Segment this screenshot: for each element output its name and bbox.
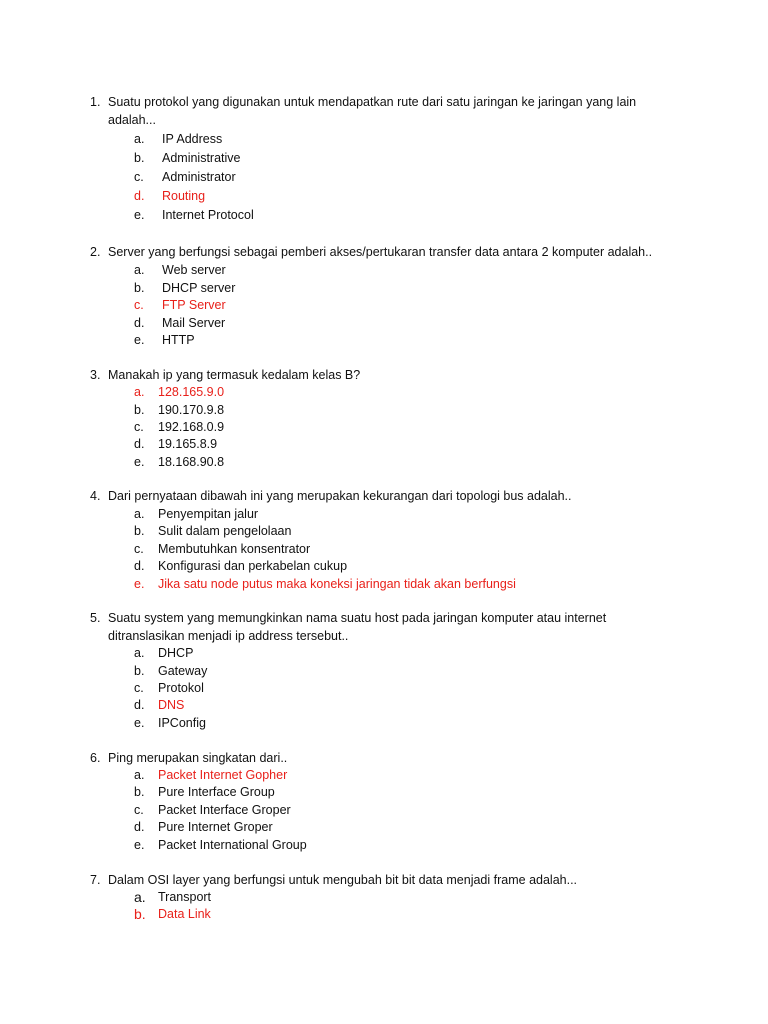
- option-text: IP Address: [162, 132, 223, 146]
- question-text-line: Ping merupakan singkatan dari..: [108, 751, 288, 765]
- option-letter: d.: [134, 316, 145, 330]
- question-number: 4.: [90, 489, 101, 503]
- option-letter: b.: [134, 524, 145, 538]
- option-text: Transport: [158, 890, 212, 904]
- option-text: Internet Protocol: [162, 208, 254, 222]
- option-letter: e.: [134, 333, 145, 347]
- option-text: Mail Server: [162, 316, 226, 330]
- option-text: Administrative: [162, 151, 241, 165]
- option-text: Pure Internet Groper: [158, 820, 273, 834]
- option-letter: c.: [134, 420, 144, 434]
- question-number: 3.: [90, 368, 101, 382]
- question-text-line: Server yang berfungsi sebagai pemberi akses/pertukaran transfer data antara 2 komputer adalah..: [108, 245, 653, 259]
- option-letter: b.: [134, 151, 145, 165]
- option-letter: a.: [134, 385, 145, 399]
- option-letter: d.: [134, 698, 145, 712]
- option-text: Routing: [162, 189, 206, 203]
- option-text: Data Link: [158, 907, 211, 921]
- option-text: Membutuhkan konsentrator: [158, 542, 311, 556]
- question-text-line: ditranslasikan menjadi ip address tersebut..: [108, 629, 349, 643]
- option-letter: e.: [134, 838, 145, 852]
- option-letter: a.: [134, 646, 145, 660]
- question-number: 1.: [90, 95, 101, 109]
- question-text-line: Manakah ip yang termasuk kedalam kelas B?: [108, 368, 361, 382]
- option-letter: c.: [134, 681, 144, 695]
- option-text: DHCP server: [162, 281, 236, 295]
- option-letter: b.: [134, 785, 145, 799]
- option-letter: b.: [134, 664, 145, 678]
- option-text: Penyempitan jalur: [158, 507, 259, 521]
- option-text: Konfigurasi dan perkabelan cukup: [158, 559, 348, 573]
- option-letter: c.: [134, 170, 144, 184]
- question-number: 7.: [90, 873, 101, 887]
- question-number: 2.: [90, 245, 101, 259]
- option-letter: a.: [134, 132, 145, 146]
- question-text-line: Suatu system yang memungkinkan nama suatu host pada jaringan komputer atau internet: [108, 611, 607, 625]
- option-letter: a.: [134, 768, 145, 782]
- option-letter: a.: [134, 889, 146, 905]
- option-letter: e.: [134, 455, 145, 469]
- question-text-line: Dari pernyataan dibawah ini yang merupakan kekurangan dari topologi bus adalah..: [108, 489, 572, 503]
- option-letter: d.: [134, 820, 145, 834]
- option-letter: c.: [134, 542, 144, 556]
- option-letter: c.: [134, 298, 144, 312]
- option-text: 128.165.9.0: [158, 385, 225, 399]
- option-letter: d.: [134, 189, 145, 203]
- option-text: DNS: [158, 698, 185, 712]
- option-text: Packet Interface Groper: [158, 803, 291, 817]
- option-text: HTTP: [162, 333, 195, 347]
- option-letter: c.: [134, 803, 144, 817]
- option-text: Pure Interface Group: [158, 785, 275, 799]
- option-letter: a.: [134, 263, 145, 277]
- question-text-line: Suatu protokol yang digunakan untuk mendapatkan rute dari satu jaringan ke jaringan yang lain: [108, 95, 637, 109]
- option-letter: b.: [134, 403, 145, 417]
- option-letter: d.: [134, 437, 145, 451]
- option-text: 190.170.9.8: [158, 403, 225, 417]
- option-text: 192.168.0.9: [158, 420, 225, 434]
- option-text: Web server: [162, 263, 226, 277]
- option-text: Jika satu node putus maka koneksi jaringan tidak akan berfungsi: [158, 577, 516, 591]
- option-text: Packet Internet Gopher: [158, 768, 288, 782]
- option-text: Protokol: [158, 681, 204, 695]
- question-text-line: Dalam OSI layer yang berfungsi untuk mengubah bit bit data menjadi frame adalah...: [108, 873, 578, 887]
- option-letter: e.: [134, 577, 145, 591]
- option-text: Gateway: [158, 664, 208, 678]
- option-letter: e.: [134, 208, 145, 222]
- option-letter: d.: [134, 559, 145, 573]
- option-text: 18.168.90.8: [158, 455, 225, 469]
- option-text: IPConfig: [158, 716, 206, 730]
- option-letter: e.: [134, 716, 145, 730]
- option-text: 19.165.8.9: [158, 437, 218, 451]
- option-letter: a.: [134, 507, 145, 521]
- option-text: FTP Server: [162, 298, 226, 312]
- question-number: 5.: [90, 611, 101, 625]
- option-text: Sulit dalam pengelolaan: [158, 524, 292, 538]
- option-text: Packet International Group: [158, 838, 307, 852]
- option-text: Administrator: [162, 170, 236, 184]
- option-letter: b.: [134, 906, 146, 922]
- question-text-line: adalah...: [108, 113, 156, 127]
- option-text: DHCP: [158, 646, 194, 660]
- option-letter: b.: [134, 281, 145, 295]
- question-number: 6.: [90, 751, 101, 765]
